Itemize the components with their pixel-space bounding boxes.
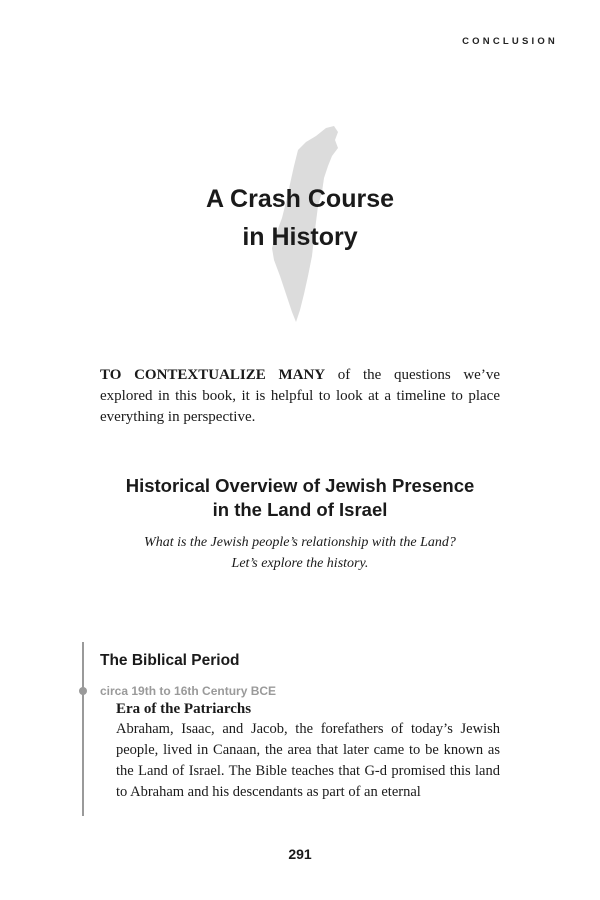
section-heading-line-2: in the Land of Israel: [212, 499, 388, 520]
entry-date: circa 19th to 16th Century BCE: [100, 684, 277, 698]
chapter-title: [0, 180, 600, 256]
period-title: The Biblical Period: [100, 652, 240, 669]
section-heading-line-1: Historical Overview of Jewish Presence: [125, 475, 475, 496]
entry-body: Abraham, Isaac, and Jacob, the forefathers of today’s Jewish people, lived in Canaan, the area that later came to be known as the Land of Israel. The Bible teaches that G-d promised this land to Abraham and his descendants as part of an eternal: [116, 721, 500, 800]
intro-text: of the questions we’ve explored in this book, it is helpful to look at a timeline to place everything in perspective.: [100, 367, 500, 425]
section-subtitle: [60, 532, 540, 574]
page-number: 291: [288, 846, 312, 862]
chapter-title-line-2: in History: [242, 223, 358, 251]
entry-title: Era of the Patriarchs: [116, 701, 252, 717]
running-head: CONCLUSION: [462, 36, 558, 47]
timeline-line: [82, 642, 84, 816]
intro-paragraph: [100, 365, 500, 428]
timeline-dot: [79, 687, 87, 695]
chapter-title-line-1: A Crash Course: [205, 185, 394, 213]
section-subtitle-line-2: Let’s explore the history.: [231, 556, 369, 571]
section-heading: [60, 474, 540, 522]
section-subtitle-line-1: What is the Jewish people’s relationship with the Land?: [144, 535, 456, 550]
intro-lead: TO CONTEXTUALIZE MANY: [100, 367, 326, 383]
